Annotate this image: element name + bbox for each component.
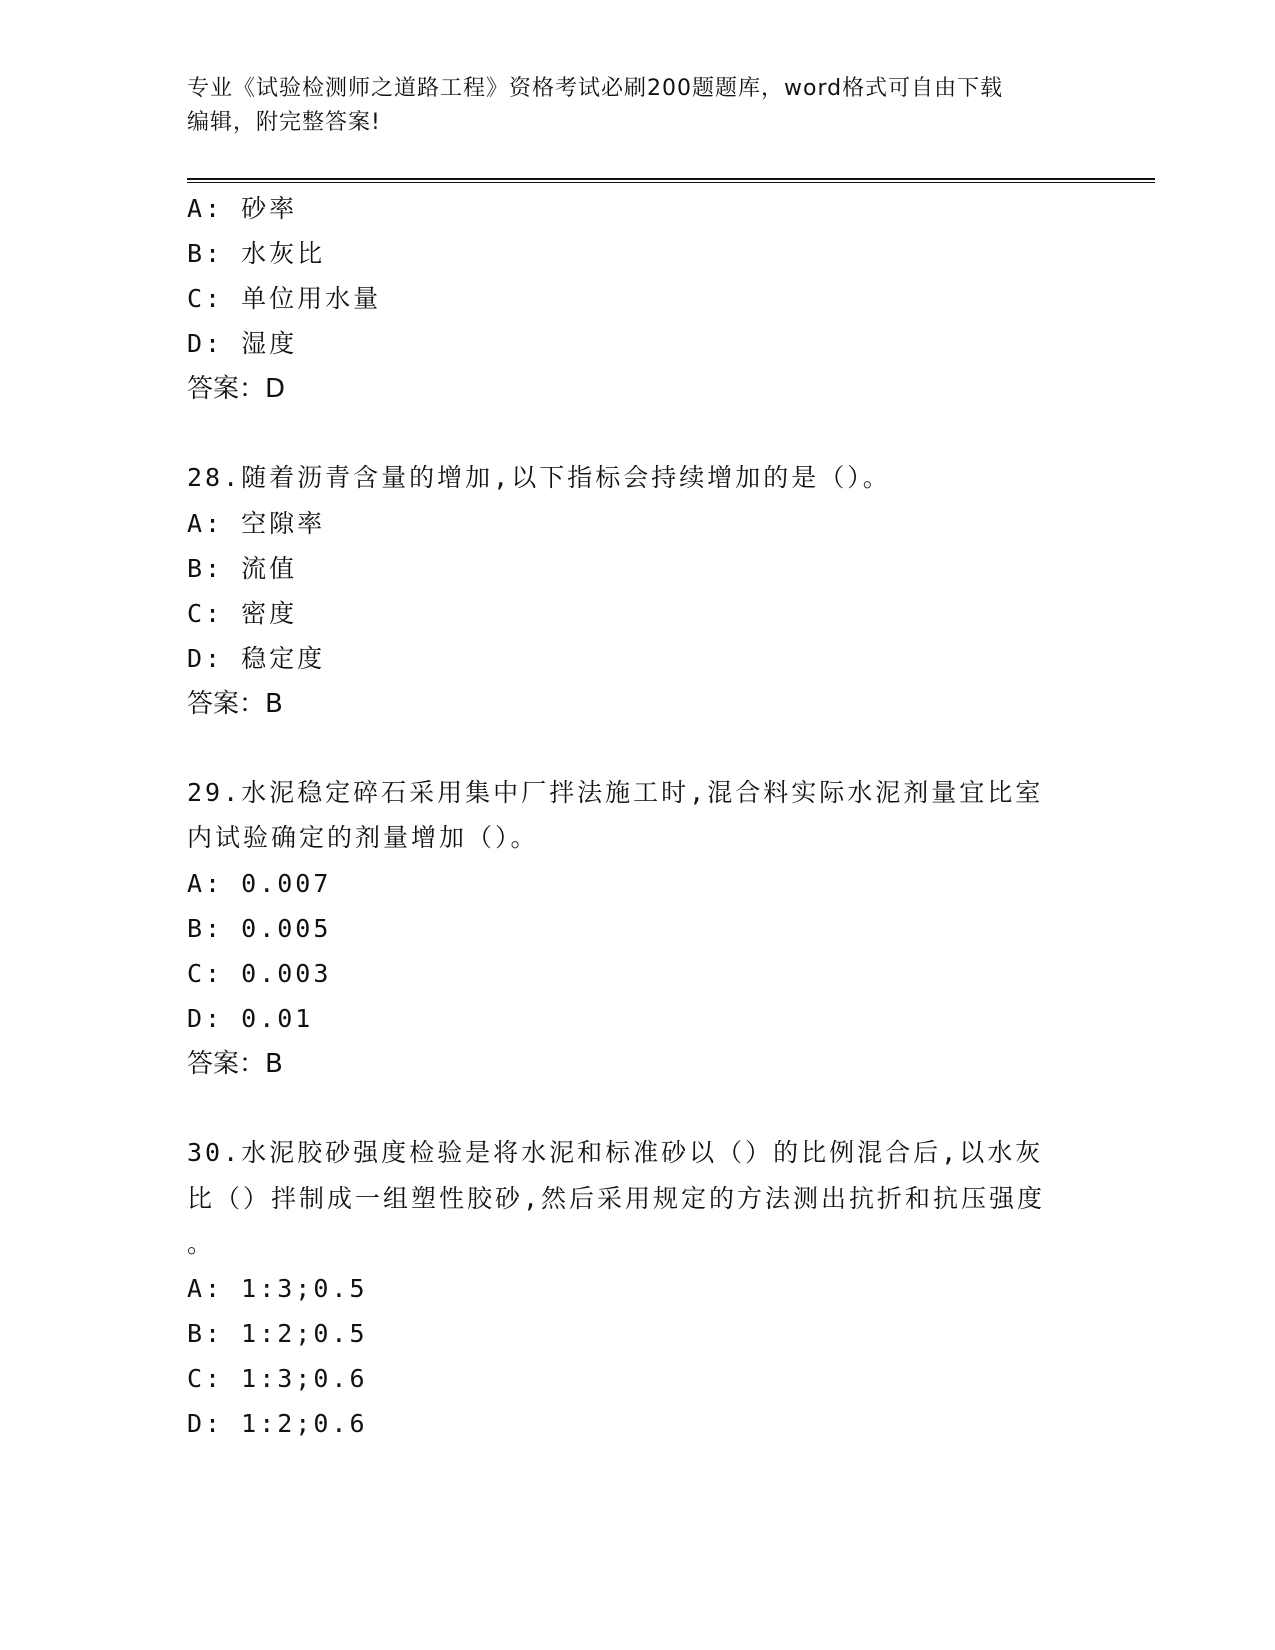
header-divider-thin [187, 182, 1155, 183]
option-d: D: 湿度 [187, 329, 298, 358]
option-b: B: 水灰比 [187, 239, 326, 268]
option-d: D: 1:2;0.6 [187, 1409, 368, 1438]
question-stem-line-1: 30.水泥胶砂强度检验是将水泥和标准砂以（）的比例混合后,以水灰 [187, 1138, 1044, 1167]
option-d: D: 0.01 [187, 1004, 314, 1033]
option-a: A: 空隙率 [187, 509, 326, 538]
option-b: B: 流值 [187, 554, 298, 583]
option-c: C: 0.003 [187, 959, 332, 988]
answer: 答案：D [187, 374, 286, 404]
question-stem: 28.随着沥青含量的增加,以下指标会持续增加的是（）。 [187, 463, 891, 492]
option-b: B: 1:2;0.5 [187, 1319, 368, 1348]
question-stem-line-2: 内试验确定的剂量增加（）。 [187, 823, 539, 852]
header-divider-thick [187, 178, 1155, 180]
document-header [187, 72, 1087, 140]
option-d: D: 稳定度 [187, 644, 326, 673]
option-a: A: 0.007 [187, 869, 332, 898]
header-line-1: 专业《试验检测师之道路工程》资格考试必刷200题题库，word格式可自由下载 [187, 76, 1004, 101]
question-stem-line-1: 29.水泥稳定碎石采用集中厂拌法施工时,混合料实际水泥剂量宜比室 [187, 778, 1044, 807]
question-stem-line-3: 。 [187, 1229, 216, 1258]
header-line-2: 编辑，附完整答案! [187, 110, 381, 135]
option-a: A: 1:3;0.5 [187, 1274, 368, 1303]
option-c: C: 单位用水量 [187, 284, 382, 313]
option-b: B: 0.005 [187, 914, 332, 943]
answer: 答案：B [187, 689, 283, 719]
option-c: C: 1:3;0.6 [187, 1364, 368, 1393]
option-c: C: 密度 [187, 599, 298, 628]
question-stem-line-2: 比（）拌制成一组塑性胶砂,然后采用规定的方法测出抗折和抗压强度 [187, 1184, 1046, 1213]
answer: 答案：B [187, 1049, 283, 1079]
option-a: A: 砂率 [187, 194, 298, 223]
